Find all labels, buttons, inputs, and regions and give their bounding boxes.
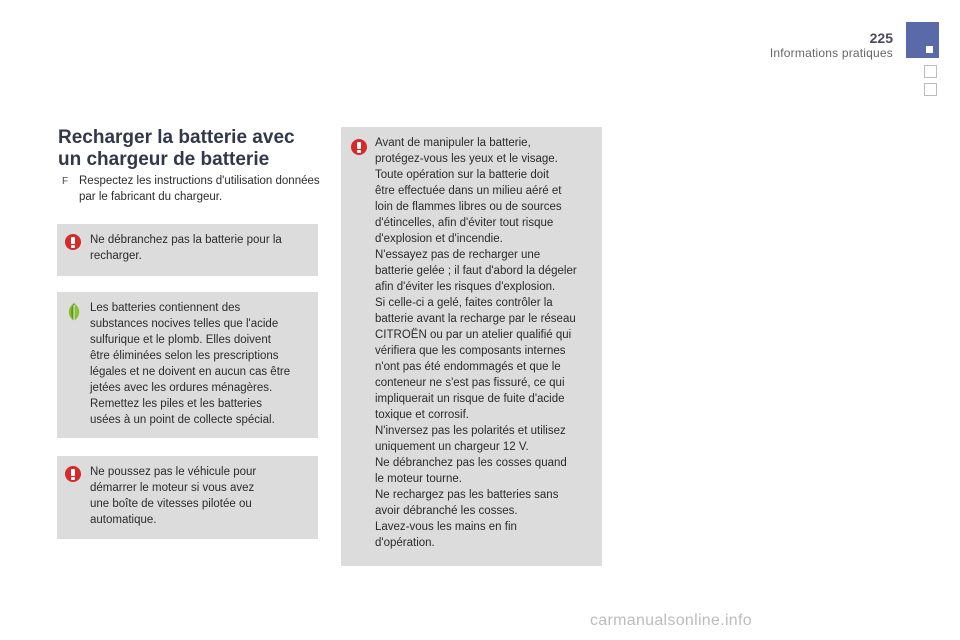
instruction-bullet — [62, 173, 322, 205]
text-line: Ne rechargez pas les batteries sans — [375, 489, 559, 501]
text-line: avoir débranché les cosses. — [375, 505, 518, 517]
chapter-tab-empty[interactable] — [924, 65, 937, 78]
watermark: carmanualsonline.info — [590, 612, 752, 629]
text-line: Ne poussez pas le véhicule pour — [90, 466, 257, 478]
chapter-tab-empty[interactable] — [924, 83, 937, 96]
page-title — [58, 127, 338, 171]
chapter-tab-active[interactable] — [906, 22, 939, 58]
warning-text — [90, 464, 310, 528]
warning-box-no-disconnect — [57, 224, 318, 276]
text-line: CITROËN ou par un atelier qualifié qui — [375, 329, 572, 341]
text-line: une boîte de vitesses pilotée ou — [90, 498, 252, 510]
text-line: protégez-vous les yeux et le visage. — [375, 153, 558, 165]
text-line: d'opération. — [375, 537, 435, 549]
warning-icon — [65, 234, 81, 250]
page-number: 225 — [869, 30, 893, 46]
text-line: le moteur tourne. — [375, 473, 462, 485]
text-line: légales et ne doivent en aucun cas être — [90, 366, 291, 378]
warning-box-no-push — [57, 456, 318, 539]
page-title-line: Recharger la batterie avec — [58, 127, 295, 148]
text-line: Les batteries contiennent des — [90, 302, 241, 314]
text-line: conteneur ne s'est pas fissuré, ce qui — [375, 377, 565, 389]
text-line: loin de flammes libres ou de sources — [375, 201, 562, 213]
text-line: être éliminées selon les prescriptions — [90, 350, 279, 362]
text-line: automatique. — [90, 514, 157, 526]
text-line: être effectuée dans un milieu aéré et — [375, 185, 562, 197]
leaf-icon — [65, 302, 83, 322]
environment-box — [57, 292, 318, 438]
text-line: N'essayez pas de recharger une — [375, 249, 541, 261]
environment-text — [90, 300, 310, 428]
text-line: batterie avant la recharge par le réseau — [375, 313, 576, 325]
square-icon — [926, 46, 933, 53]
text-line: sulfurique et le plomb. Elles doivent — [90, 334, 271, 346]
section-title: Informations pratiques — [769, 46, 893, 60]
text-line: Avant de manipuler la batterie, — [375, 137, 531, 149]
text-line: usées à un point de collecte spécial. — [90, 414, 275, 426]
text-line: d'explosion et d'incendie. — [375, 233, 503, 245]
text-line: démarrer le moteur si vous avez — [90, 482, 255, 494]
text-line: d'étincelles, afin d'éviter tout risque — [375, 217, 554, 229]
text-line: N'inversez pas les polarités et utilisez — [375, 425, 566, 437]
bullet-text: Respectez les instructions d'utilisation données par le fabricant du chargeur. — [79, 175, 320, 203]
text-line: substances nocives telles que l'acide — [90, 318, 279, 330]
text-line: n'ont pas été endommagés et que le — [375, 361, 561, 373]
text-line: vérifiera que les composants internes — [375, 345, 566, 357]
text-line: uniquement un chargeur 12 V. — [375, 441, 529, 453]
text-line: Remettez les piles et les batteries — [90, 398, 262, 410]
text-line: toxique et corrosif. — [375, 409, 469, 421]
text-line: Si celle-ci a gelé, faites contrôler la — [375, 297, 553, 309]
warning-box-safety — [341, 127, 602, 566]
text-line: afin d'éviter les risques d'explosion. — [375, 281, 556, 293]
text-line: jetées avec les ordures ménagères. — [90, 382, 273, 394]
text-line: Ne débranchez pas les cosses quand — [375, 457, 567, 469]
warning-text — [375, 135, 594, 551]
text-line: Lavez-vous les mains en fin — [375, 521, 517, 533]
text-line: impliquerait un risque de fuite d'acide — [375, 393, 565, 405]
page-title-line: un chargeur de batterie — [58, 149, 270, 170]
text-line: batterie gelée ; il faut d'abord la dégeler — [375, 265, 577, 277]
text-line: Toute opération sur la batterie doit — [375, 169, 549, 181]
bullet-marker: F — [62, 176, 69, 187]
warning-text: Ne débranchez pas la batterie pour la recharger. — [90, 234, 282, 262]
warning-icon — [351, 139, 367, 155]
warning-icon — [65, 466, 81, 482]
